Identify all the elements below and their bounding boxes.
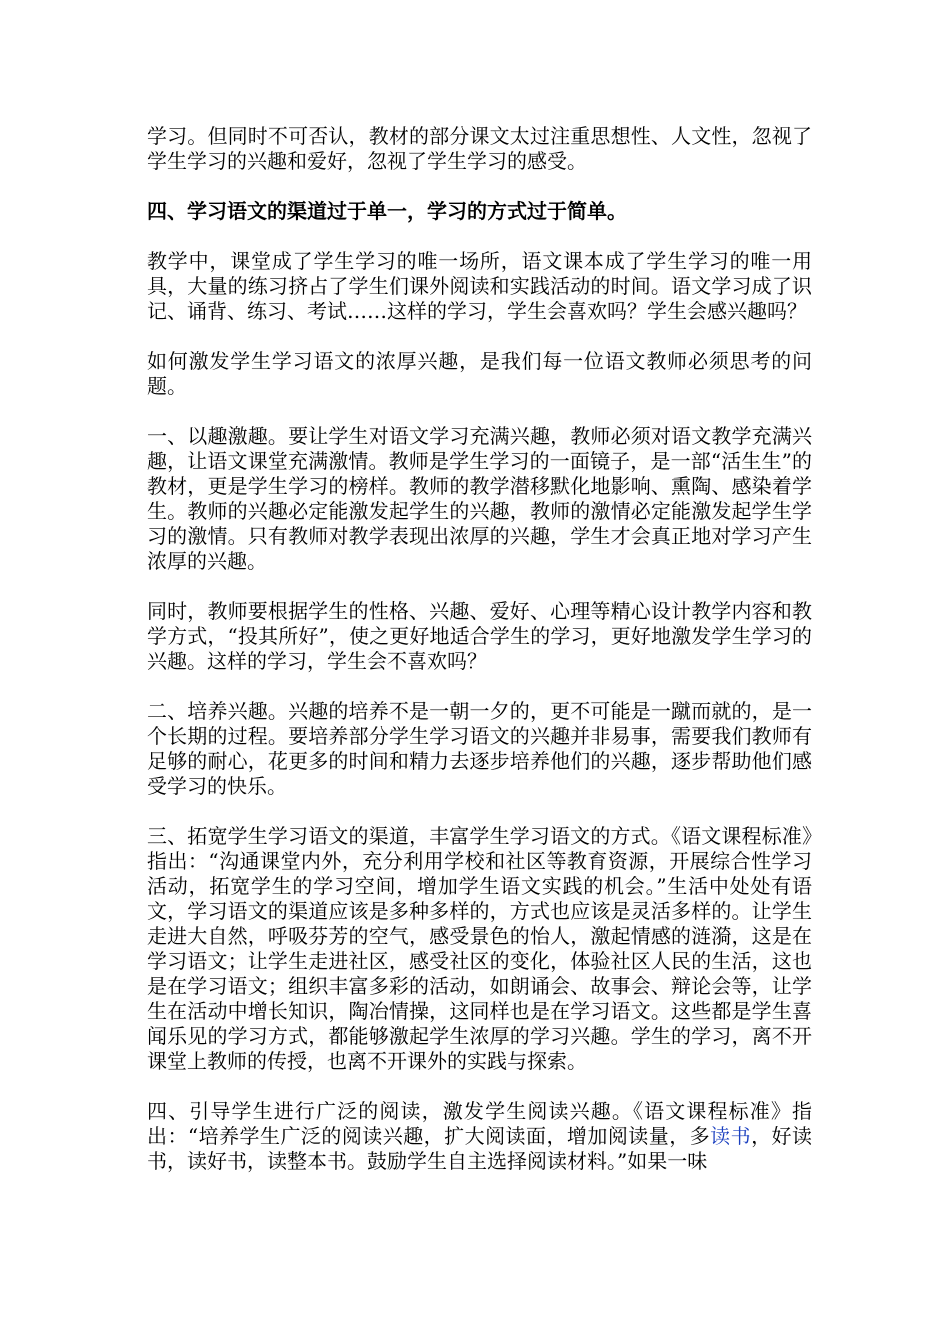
paragraph-intro-continuation: 学习。但同时不可否认，教材的部分课文太过注重思想性、人文性，忽视了学生学习的兴趣和爱好，忽视了学生学习的感受。	[147, 124, 812, 173]
paragraph-method-four-start: 四、引导学生进行广泛的阅读，激发学生阅读兴趣。《语文课程标准》指出：“培养学生广泛的阅读兴趣，扩大阅读面，增加阅读量，多	[147, 1099, 812, 1148]
paragraph-method-one-cont: 同时，教师要根据学生的性格、兴趣、爱好、心理等精心设计教学内容和教学方式，“投其所好”，使之更好地适合学生的学习，更好地激发学生学习的兴趣。这样的学习，学生会不喜欢吗？	[147, 599, 812, 673]
paragraph-method-four	[147, 1099, 812, 1174]
paragraph-method-one: 一、以趣激趣。要让学生对语文学习充满兴趣，教师必须对语文教学充满兴趣，让语文课堂充满激情。教师是学生学习的一面镜子，是一部“活生生”的教材，更是学生学习的榜样。教师的教学潜移默化地影响、熏陶、感染着学生。教师的兴趣必定能激发起学生的兴趣，教师的激情必定能激发起学生学习的激情。只有教师对教学表现出浓厚的兴趣，学生才会真正地对学习产生浓厚的兴趣。	[147, 424, 812, 573]
section-heading-four: 四、学习语文的渠道过于单一，学习的方式过于简单。	[147, 199, 627, 223]
paragraph-question: 如何激发学生学习语文的浓厚兴趣，是我们每一位语文教师必须思考的问题。	[147, 349, 812, 398]
document-page	[147, 124, 812, 1199]
read-book-link[interactable]: 读书	[710, 1124, 752, 1148]
paragraph-method-three: 三、拓宽学生学习语文的渠道，丰富学生学习语文的方式。《语文课程标准》指出：“沟通课堂内外，充分利用学校和社区等教育资源，开展综合性学习活动，拓宽学生的学习空间，增加学生语文实践的机会。”生活中处处有语文，学习语文的渠道应该是多种多样的，方式也应该是灵活多样的。让学生走进大自然，呼吸芬芳的空气，感受景色的怡人，激起情感的涟漪，这是在学习语文；让学生走进社区，感受社区的变化，体验社区人民的生活，这也是在学习语文；组织丰富多彩的活动，如朗诵会、故事会、辩论会等，让学生在活动中增长知识，陶冶情操，这同样也是在学习语文。这些都是学生喜闻乐见的学习方式，都能够激起学生浓厚的学习兴趣。学生的学习，离不开课堂上教师的传授，也离不开课外的实践与探索。	[147, 824, 812, 1073]
paragraph-method-four-end: ，好读书，读好书，读整本书。鼓励学生自主选择阅读材料。”如果一味	[147, 1124, 813, 1173]
paragraph-classroom-problem: 教学中，课堂成了学生学习的唯一场所，语文课本成了学生学习的唯一用具，大量的练习挤占了学生们课外阅读和实践活动的时间。语文学习成了识记、诵背、练习、考试……这样的学习，学生会喜欢吗？学生会感兴趣吗？	[147, 249, 812, 323]
paragraph-method-two: 二、培养兴趣。兴趣的培养不是一朝一夕的，更不可能是一蹴而就的，是一个长期的过程。要培养部分学生学习语文的兴趣并非易事，需要我们教师有足够的耐心，花更多的时间和精力去逐步培养他们的兴趣，逐步帮助他们感受学习的快乐。	[147, 699, 812, 798]
